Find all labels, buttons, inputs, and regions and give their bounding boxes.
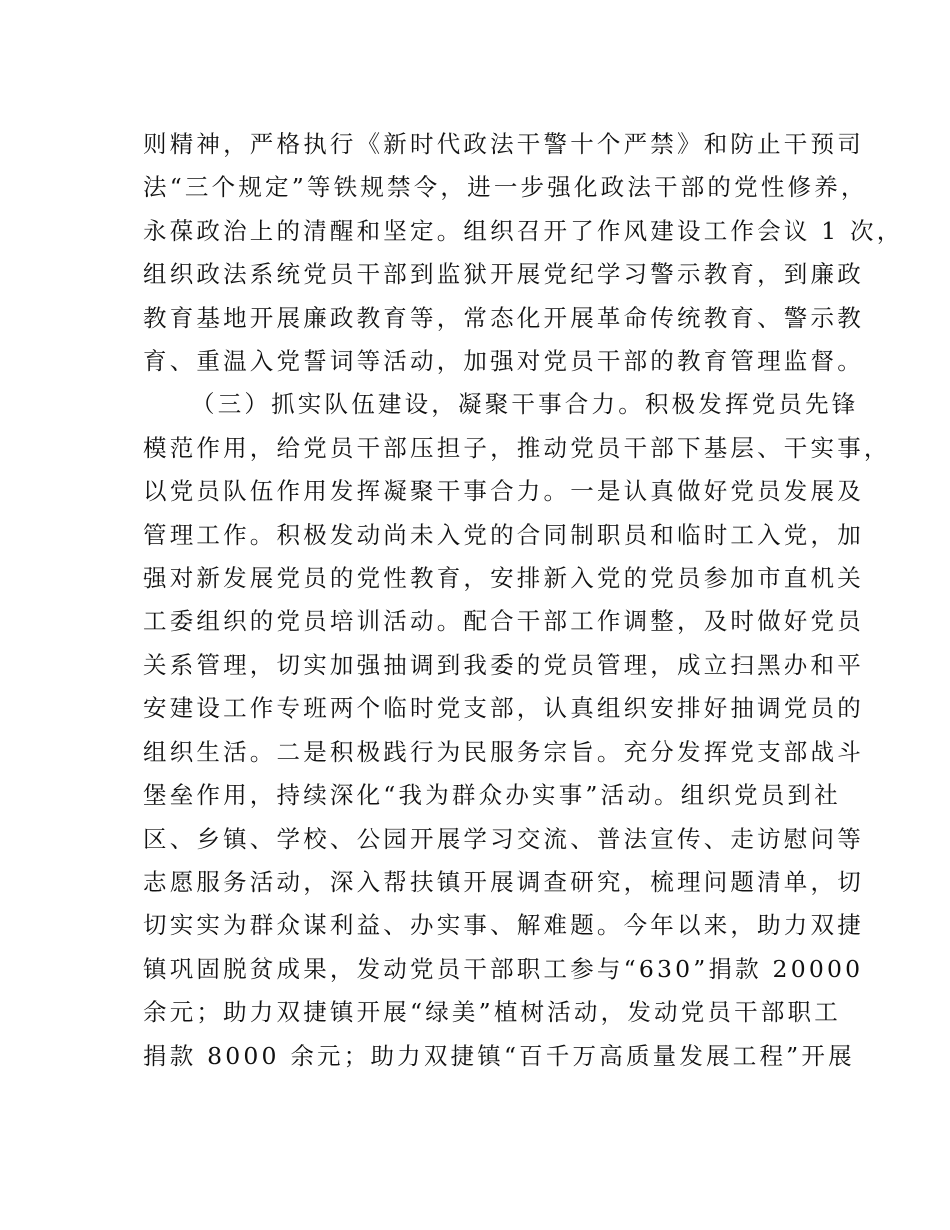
text-line: 捐款 8000 余元；助力双捷镇“百千万高质量发展工程”开展 — [143, 1041, 855, 1070]
paragraph-continued — [143, 123, 904, 383]
section-heading-line: （三）抓实队伍建设，凝聚干事合力。积极发挥党员先锋 — [191, 390, 859, 419]
paragraph-section-three — [143, 383, 891, 1078]
text-line: 组织政法系统党员干部到监狱开展党纪学习警示教育，到廉政 — [143, 260, 864, 289]
text-line: 堡垒作用，持续深化“我为群众办实事”活动。组织党员到社 — [143, 781, 841, 810]
text-line: 余元；助力双捷镇开展“绿美”植树活动，发动党员干部职工 — [143, 998, 841, 1027]
text-line: 关系管理，切实加强抽调到我委的党员管理，成立扫黑办和平 — [143, 650, 864, 679]
text-line: 则精神，严格执行《新时代政法干警十个严禁》和防止干预司 — [143, 130, 864, 158]
text-line: 育、重温入党誓词等活动，加强对党员干部的教育管理监督。 — [143, 347, 864, 376]
text-line: 法“三个规定”等铁规禁令，进一步强化政法干部的党性修养， — [143, 173, 868, 202]
text-line: 志愿服务活动，深入帮扶镇开展调查研究，梳理问题清单，切 — [143, 867, 864, 896]
text-line: 永葆政治上的清醒和坚定。组织召开了作风建设工作会议 1 次， — [143, 216, 904, 245]
text-line: 工委组织的党员培训活动。配合干部工作调整，及时做好党员 — [143, 607, 864, 636]
text-line: 组织生活。二是积极践行为民服务宗旨。充分发挥党支部战斗 — [143, 737, 864, 766]
document-page — [143, 123, 904, 1078]
text-line: 模范作用，给党员干部压担子，推动党员干部下基层、干实事， — [143, 433, 891, 462]
text-line: 以党员队伍作用发挥凝聚干事合力。一是认真做好党员发展及 — [143, 477, 864, 506]
text-line: 安建设工作专班两个临时党支部，认真组织安排好抽调党员的 — [143, 694, 864, 723]
text-line: 强对新发展党员的党性教育，安排新入党的党员参加市直机关 — [143, 564, 864, 593]
text-line: 切实实为群众谋利益、办实事、解难题。今年以来，助力双捷 — [143, 911, 864, 940]
text-line: 区、乡镇、学校、公园开展学习交流、普法宣传、走访慰问等 — [143, 824, 864, 853]
text-line: 教育基地开展廉政教育等，常态化开展革命传统教育、警示教 — [143, 303, 864, 332]
text-line: 管理工作。积极发动尚未入党的合同制职员和临时工入党，加 — [143, 520, 864, 549]
text-line: 镇巩固脱贫成果，发动党员干部职工参与“630”捐款 20000 — [143, 954, 864, 983]
